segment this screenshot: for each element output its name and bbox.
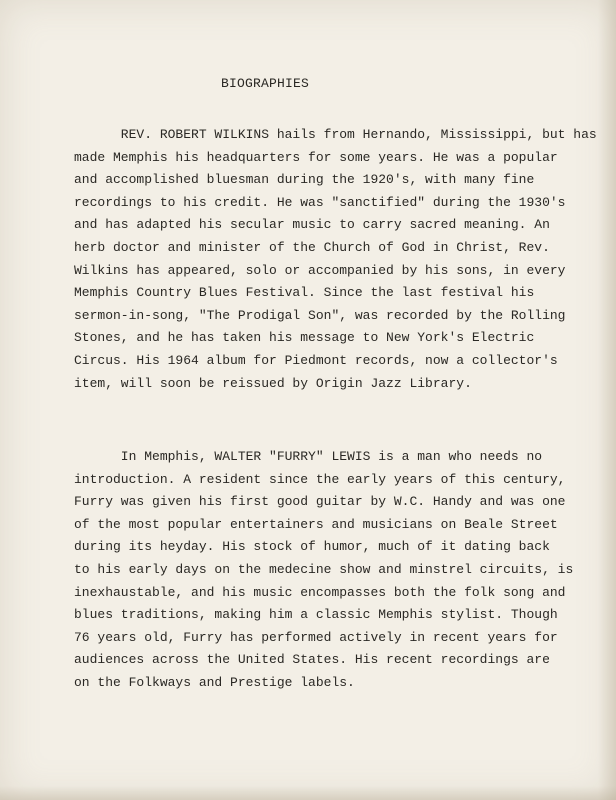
page-edge-shadow — [598, 0, 616, 800]
page-bottom-shadow — [0, 786, 616, 800]
paragraph-line: to his early days on the medecine show and minstrel circuits, is — [74, 561, 574, 577]
paragraph-line: during its heyday. His stock of humor, much of it dating back — [74, 539, 550, 555]
biography-paragraph-lewis — [74, 446, 574, 695]
paragraph-line: on the Folkways and Prestige labels. — [74, 674, 355, 690]
paragraph-line: REV. ROBERT WILKINS hails from Hernando, Mississippi, but has — [74, 127, 597, 142]
paragraph-line: In Memphis, WALTER "FURRY" LEWIS is a man who needs no — [74, 449, 543, 464]
paragraph-line: Furry was given his first good guitar by W.C. Handy and was one — [74, 494, 566, 510]
paragraph-line: Stones, and he has taken his message to New York's Electric — [74, 330, 535, 346]
paragraph-line: Wilkins has appeared, solo or accompanied by his sons, in every — [74, 262, 566, 278]
paragraph-line: Memphis Country Blues Festival. Since the last festival his — [74, 285, 535, 301]
paragraph-line: Circus. His 1964 album for Piedmont records, now a collector's — [74, 352, 558, 368]
paragraph-line: audiences across the United States. His recent recordings are — [74, 652, 550, 668]
paragraph-line: introduction. A resident since the early years of this century, — [74, 471, 566, 487]
paragraph-line: and has adapted his secular music to carry sacred meaning. An — [74, 217, 550, 233]
paragraph-line: herb doctor and minister of the Church of God in Christ, Rev. — [74, 239, 550, 255]
paragraph-line: blues traditions, making him a classic Memphis stylist. Though — [74, 607, 558, 623]
paragraph-line: and accomplished bluesman during the 1920's, with many fine — [74, 172, 535, 188]
biography-paragraph-wilkins — [74, 124, 597, 395]
paragraph-line: 76 years old, Furry has performed actively in recent years for — [74, 629, 558, 645]
paragraph-line: of the most popular entertainers and musicians on Beale Street — [74, 516, 558, 532]
paragraph-line: inexhaustable, and his music encompasses both the folk song and — [74, 584, 566, 600]
page-title: BIOGRAPHIES — [221, 76, 310, 91]
paragraph-line: item, will soon be reissued by Origin Jazz Library. — [74, 375, 472, 391]
paragraph-line: made Memphis his headquarters for some years. He was a popular — [74, 149, 558, 165]
paragraph-line: sermon-in-song, "The Prodigal Son", was recorded by the Rolling — [74, 307, 566, 323]
paragraph-line: recordings to his credit. He was "sanctified" during the 1930's — [74, 194, 566, 210]
